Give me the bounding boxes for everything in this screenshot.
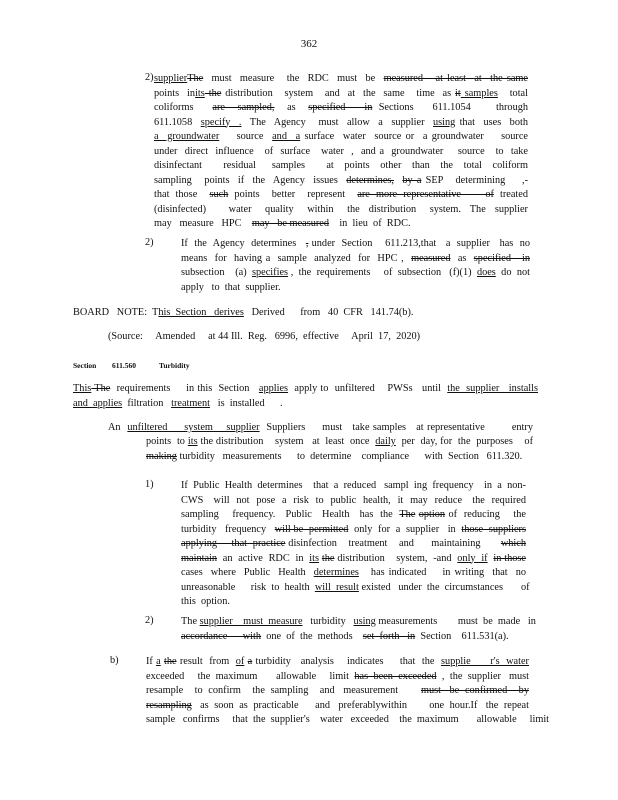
- text-segment: , the requirements of subsection (f)(1): [288, 267, 477, 278]
- section-title: Turbidity: [159, 361, 190, 370]
- text-line: [154, 217, 528, 232]
- source-note: (Source: Amended at 44 Ill. Reg. 6996, effective April 17, 2020): [108, 331, 421, 342]
- text-line: [154, 203, 528, 218]
- subsection-a-first-line: [108, 421, 533, 436]
- text-segment: If: [146, 656, 157, 667]
- text-line: [108, 421, 533, 436]
- inserted-text: will result: [314, 581, 359, 593]
- text-segment: turbidity frequency: [181, 523, 275, 535]
- paragraph-a2-methods: [181, 615, 536, 644]
- inserted-text: samples: [460, 87, 498, 99]
- deleted-text: the: [204, 87, 222, 99]
- paragraph-marker-a2: 2): [145, 615, 154, 626]
- text-segment: points to: [146, 436, 188, 447]
- text-line: [181, 508, 526, 523]
- text-segment: distribution system and at the same time as: [221, 87, 456, 99]
- text-line: [154, 159, 528, 174]
- text-line: [181, 630, 533, 645]
- paragraph-marker-a1: 1): [145, 479, 154, 490]
- paragraph-marker-2: 2): [145, 72, 154, 83]
- text-segment: sampling frequency. Public Health has the: [181, 509, 400, 520]
- text-segment: treated: [493, 189, 529, 200]
- text-line: [181, 494, 526, 509]
- text-segment: as: [274, 102, 309, 113]
- inserted-text: supplier: [154, 73, 188, 84]
- text-line: [146, 713, 550, 728]
- deleted-text: are sampled,: [212, 102, 275, 113]
- deleted-text: measured at least at the same: [383, 73, 528, 84]
- text-line: [73, 382, 538, 397]
- inserted-text: and a: [272, 131, 301, 142]
- deleted-text: has been exceeded: [354, 670, 437, 682]
- subsection-b-resample: [146, 655, 550, 728]
- text-line: [154, 101, 528, 116]
- text-segment: , the supplier must: [436, 670, 530, 682]
- deleted-text: a: [247, 656, 253, 667]
- deleted-text: accordance with: [181, 630, 262, 642]
- inserted-text: its: [195, 87, 205, 99]
- inserted-text: specifies: [252, 267, 289, 278]
- deleted-text: The: [187, 73, 204, 84]
- inserted-text: applies: [258, 383, 289, 394]
- inserted-text: its: [309, 552, 319, 564]
- inserted-text: and applies: [73, 397, 123, 409]
- text-segment: this option.: [181, 596, 230, 607]
- text-segment: CWS will not pose a risk to public health, it may reduce the required: [181, 494, 526, 506]
- deleted-text: by a: [402, 174, 422, 186]
- text-line: [154, 116, 528, 131]
- text-segment: may measure HPC: [154, 218, 252, 229]
- text-line: [73, 306, 473, 321]
- deleted-text: measured: [411, 252, 451, 264]
- text-segment: distribution system, -and: [334, 552, 458, 564]
- deleted-text: it: [455, 87, 461, 99]
- text-line: [146, 435, 533, 450]
- inserted-text: the supplier installs: [447, 383, 538, 394]
- text-line: [181, 537, 526, 552]
- text-line: [181, 523, 526, 538]
- deleted-text: maintain: [181, 552, 218, 564]
- deleted-text: in those: [493, 552, 526, 564]
- text-segment: turbidity analysis indicates that the: [252, 656, 441, 667]
- deleted-text: ,: [305, 238, 309, 249]
- text-segment: cases where Public Health: [181, 567, 314, 578]
- text-segment: If Public Health determines that a reduced sampl ing frequency in a non-: [181, 480, 526, 491]
- inserted-text: a: [156, 656, 161, 667]
- deleted-text: The: [91, 383, 111, 394]
- text-line: [181, 581, 530, 596]
- text-segment: BOARD NOTE: T: [73, 307, 159, 318]
- deleted-text: option: [418, 509, 446, 520]
- inserted-text: treatment: [171, 397, 210, 409]
- inserted-text: of: [235, 656, 245, 667]
- text-segment: under Section 611.213,that a supplier has no: [308, 238, 530, 249]
- paragraph-hpc-analysis: [181, 237, 530, 295]
- text-segment: existed under the circumstances of: [358, 581, 530, 593]
- inserted-text: does: [476, 267, 496, 278]
- text-line: [154, 188, 528, 203]
- text-segment: (disinfected) water quality within the distribution system. The supplier: [154, 203, 528, 215]
- text-segment: exceeded the maximum allowable limit: [146, 670, 355, 682]
- deleted-text: those suppliers: [461, 523, 526, 535]
- text-segment: requirements in this Section: [110, 383, 259, 394]
- text-line: [146, 670, 529, 685]
- inserted-text: using: [433, 116, 456, 128]
- paragraph-marker-2b: 2): [145, 237, 154, 248]
- deleted-text: determines,: [346, 174, 394, 186]
- section-intro: [73, 382, 538, 411]
- deleted-text: which: [500, 538, 526, 549]
- text-segment: filtration: [122, 397, 172, 409]
- deleted-text: will be permitted: [274, 523, 349, 535]
- deleted-text: specified in: [308, 102, 373, 113]
- text-line: [146, 450, 533, 465]
- text-segment: unreasonable risk to health: [181, 581, 315, 593]
- text-line: [181, 281, 530, 296]
- text-segment: result from: [176, 656, 236, 667]
- paragraph-a1-reduced-frequency: [181, 479, 530, 610]
- board-note: [73, 306, 473, 321]
- text-line: [154, 174, 528, 189]
- text-segment: as: [450, 252, 474, 264]
- text-segment: sampling points if the Agency issues: [154, 174, 347, 186]
- inserted-text: unfiltered system supplier: [127, 422, 260, 433]
- text-segment: an active RDC in: [217, 552, 310, 564]
- deleted-text: set forth in: [362, 630, 416, 642]
- text-segment: must measure the RDC must be: [203, 73, 384, 84]
- page-number: 362: [300, 38, 318, 50]
- text-segment: The: [181, 616, 200, 627]
- text-line: [181, 479, 526, 494]
- text-segment: An: [108, 422, 128, 433]
- text-segment: that uses both: [455, 116, 528, 128]
- text-segment: the distribution system at least once: [197, 436, 376, 447]
- text-line: [154, 130, 528, 145]
- text-segment: Derived from 40 CFR 141.74(b).: [243, 307, 414, 318]
- text-segment: apply to unfiltered PWSs until: [288, 383, 448, 394]
- subsection-marker-b: b): [110, 655, 119, 666]
- text-line: [154, 145, 528, 160]
- text-segment: has indicated in writing that no: [358, 567, 526, 578]
- text-segment: Sections 611.1054 through: [372, 102, 529, 113]
- deleted-text: the: [163, 656, 177, 667]
- text-segment: in lieu of RDC.: [329, 218, 411, 229]
- text-segment: disinfection treatment and maintaining: [285, 538, 501, 549]
- text-segment: subsection (a): [181, 267, 253, 278]
- text-line: [146, 699, 529, 714]
- deleted-text: resampling: [146, 699, 192, 711]
- deleted-text: are more representative of: [357, 189, 494, 200]
- text-segment: Suppliers must take samples at representative entry: [259, 422, 533, 433]
- text-segment: source: [219, 131, 273, 142]
- text-segment: of reducing the: [445, 509, 526, 520]
- text-segment: points better represent: [228, 189, 358, 200]
- deleted-text: applying that practice: [181, 538, 286, 549]
- text-segment: turbidity measurements to determine compliance with Section 611.320.: [176, 450, 523, 462]
- text-segment: apply to that supplier.: [181, 281, 281, 293]
- inserted-text: supplier must measure: [199, 616, 303, 627]
- text-segment: The Agency must allow a supplier: [241, 116, 433, 128]
- deleted-text: may be measured: [251, 218, 330, 229]
- text-segment: turbidity: [302, 616, 354, 627]
- paragraph-rdc-measurement: [154, 72, 528, 232]
- deleted-text: specified in: [473, 252, 530, 264]
- text-line: [181, 252, 530, 267]
- text-segment: per day, for the purposes of: [395, 436, 534, 447]
- text-line: [154, 87, 528, 102]
- subsection-a: [146, 435, 533, 464]
- text-segment: Section 611.531(a).: [415, 630, 509, 642]
- text-segment: surface water source or a groundwater source: [300, 131, 528, 142]
- text-line: [181, 237, 530, 252]
- text-line: [154, 72, 528, 87]
- text-segment: disinfectant residual samples at points other than the total coliform: [154, 160, 528, 171]
- deleted-text: The: [399, 509, 416, 520]
- text-segment: one of the methods: [261, 630, 363, 642]
- text-segment: means for having a sample analyzed for HPC ,: [181, 252, 412, 264]
- text-segment: do not: [495, 267, 531, 278]
- text-line: [146, 655, 529, 670]
- inserted-text: a groundwater: [154, 131, 220, 142]
- inserted-text: only if: [457, 552, 488, 564]
- deleted-text: must be confirmed by: [420, 685, 529, 696]
- text-segment: points in: [154, 87, 196, 99]
- inserted-text: daily: [375, 436, 396, 447]
- text-line: [146, 684, 529, 699]
- text-segment: total: [497, 87, 528, 99]
- text-line: [181, 552, 526, 567]
- text-line: [181, 566, 526, 581]
- text-segment: resample to confirm the sampling and measurement: [146, 685, 421, 696]
- text-line: [181, 615, 536, 630]
- inserted-text: This: [73, 383, 92, 394]
- text-line: [181, 266, 530, 281]
- text-segment: only for a supplier in: [348, 523, 462, 535]
- inserted-text: supplie r's water: [440, 656, 529, 667]
- text-segment: 611.1058: [154, 116, 201, 128]
- deleted-text: such: [209, 189, 229, 200]
- text-segment: measurements must be made in: [375, 616, 536, 627]
- inserted-text: its: [187, 436, 198, 447]
- text-segment: that those: [154, 189, 210, 200]
- inserted-text: determines: [313, 567, 359, 578]
- deleted-text: making: [146, 450, 177, 462]
- text-segment: If the Agency determines: [181, 238, 306, 249]
- text-segment: is installed .: [209, 397, 283, 409]
- section-label: Section: [73, 361, 97, 370]
- text-segment: coliforms: [154, 102, 213, 113]
- text-segment: SEP determining ,-: [421, 174, 528, 186]
- inserted-text: his Section derives: [158, 307, 244, 318]
- text-segment: sample confirms that the supplier's water exceeded the maximum allowable limit: [146, 714, 550, 725]
- deleted-text: the: [321, 552, 335, 564]
- inserted-text: specify .: [200, 116, 242, 128]
- inserted-text: using: [353, 616, 376, 627]
- section-number: 611.560: [112, 361, 136, 370]
- text-segment: under direct influence of surface water , and a groundwater source to take: [154, 145, 528, 157]
- text-line: [73, 397, 538, 412]
- text-line: [181, 595, 526, 610]
- text-segment: as soon as practicable and preferablywithin one hour.If the repeat: [191, 699, 529, 711]
